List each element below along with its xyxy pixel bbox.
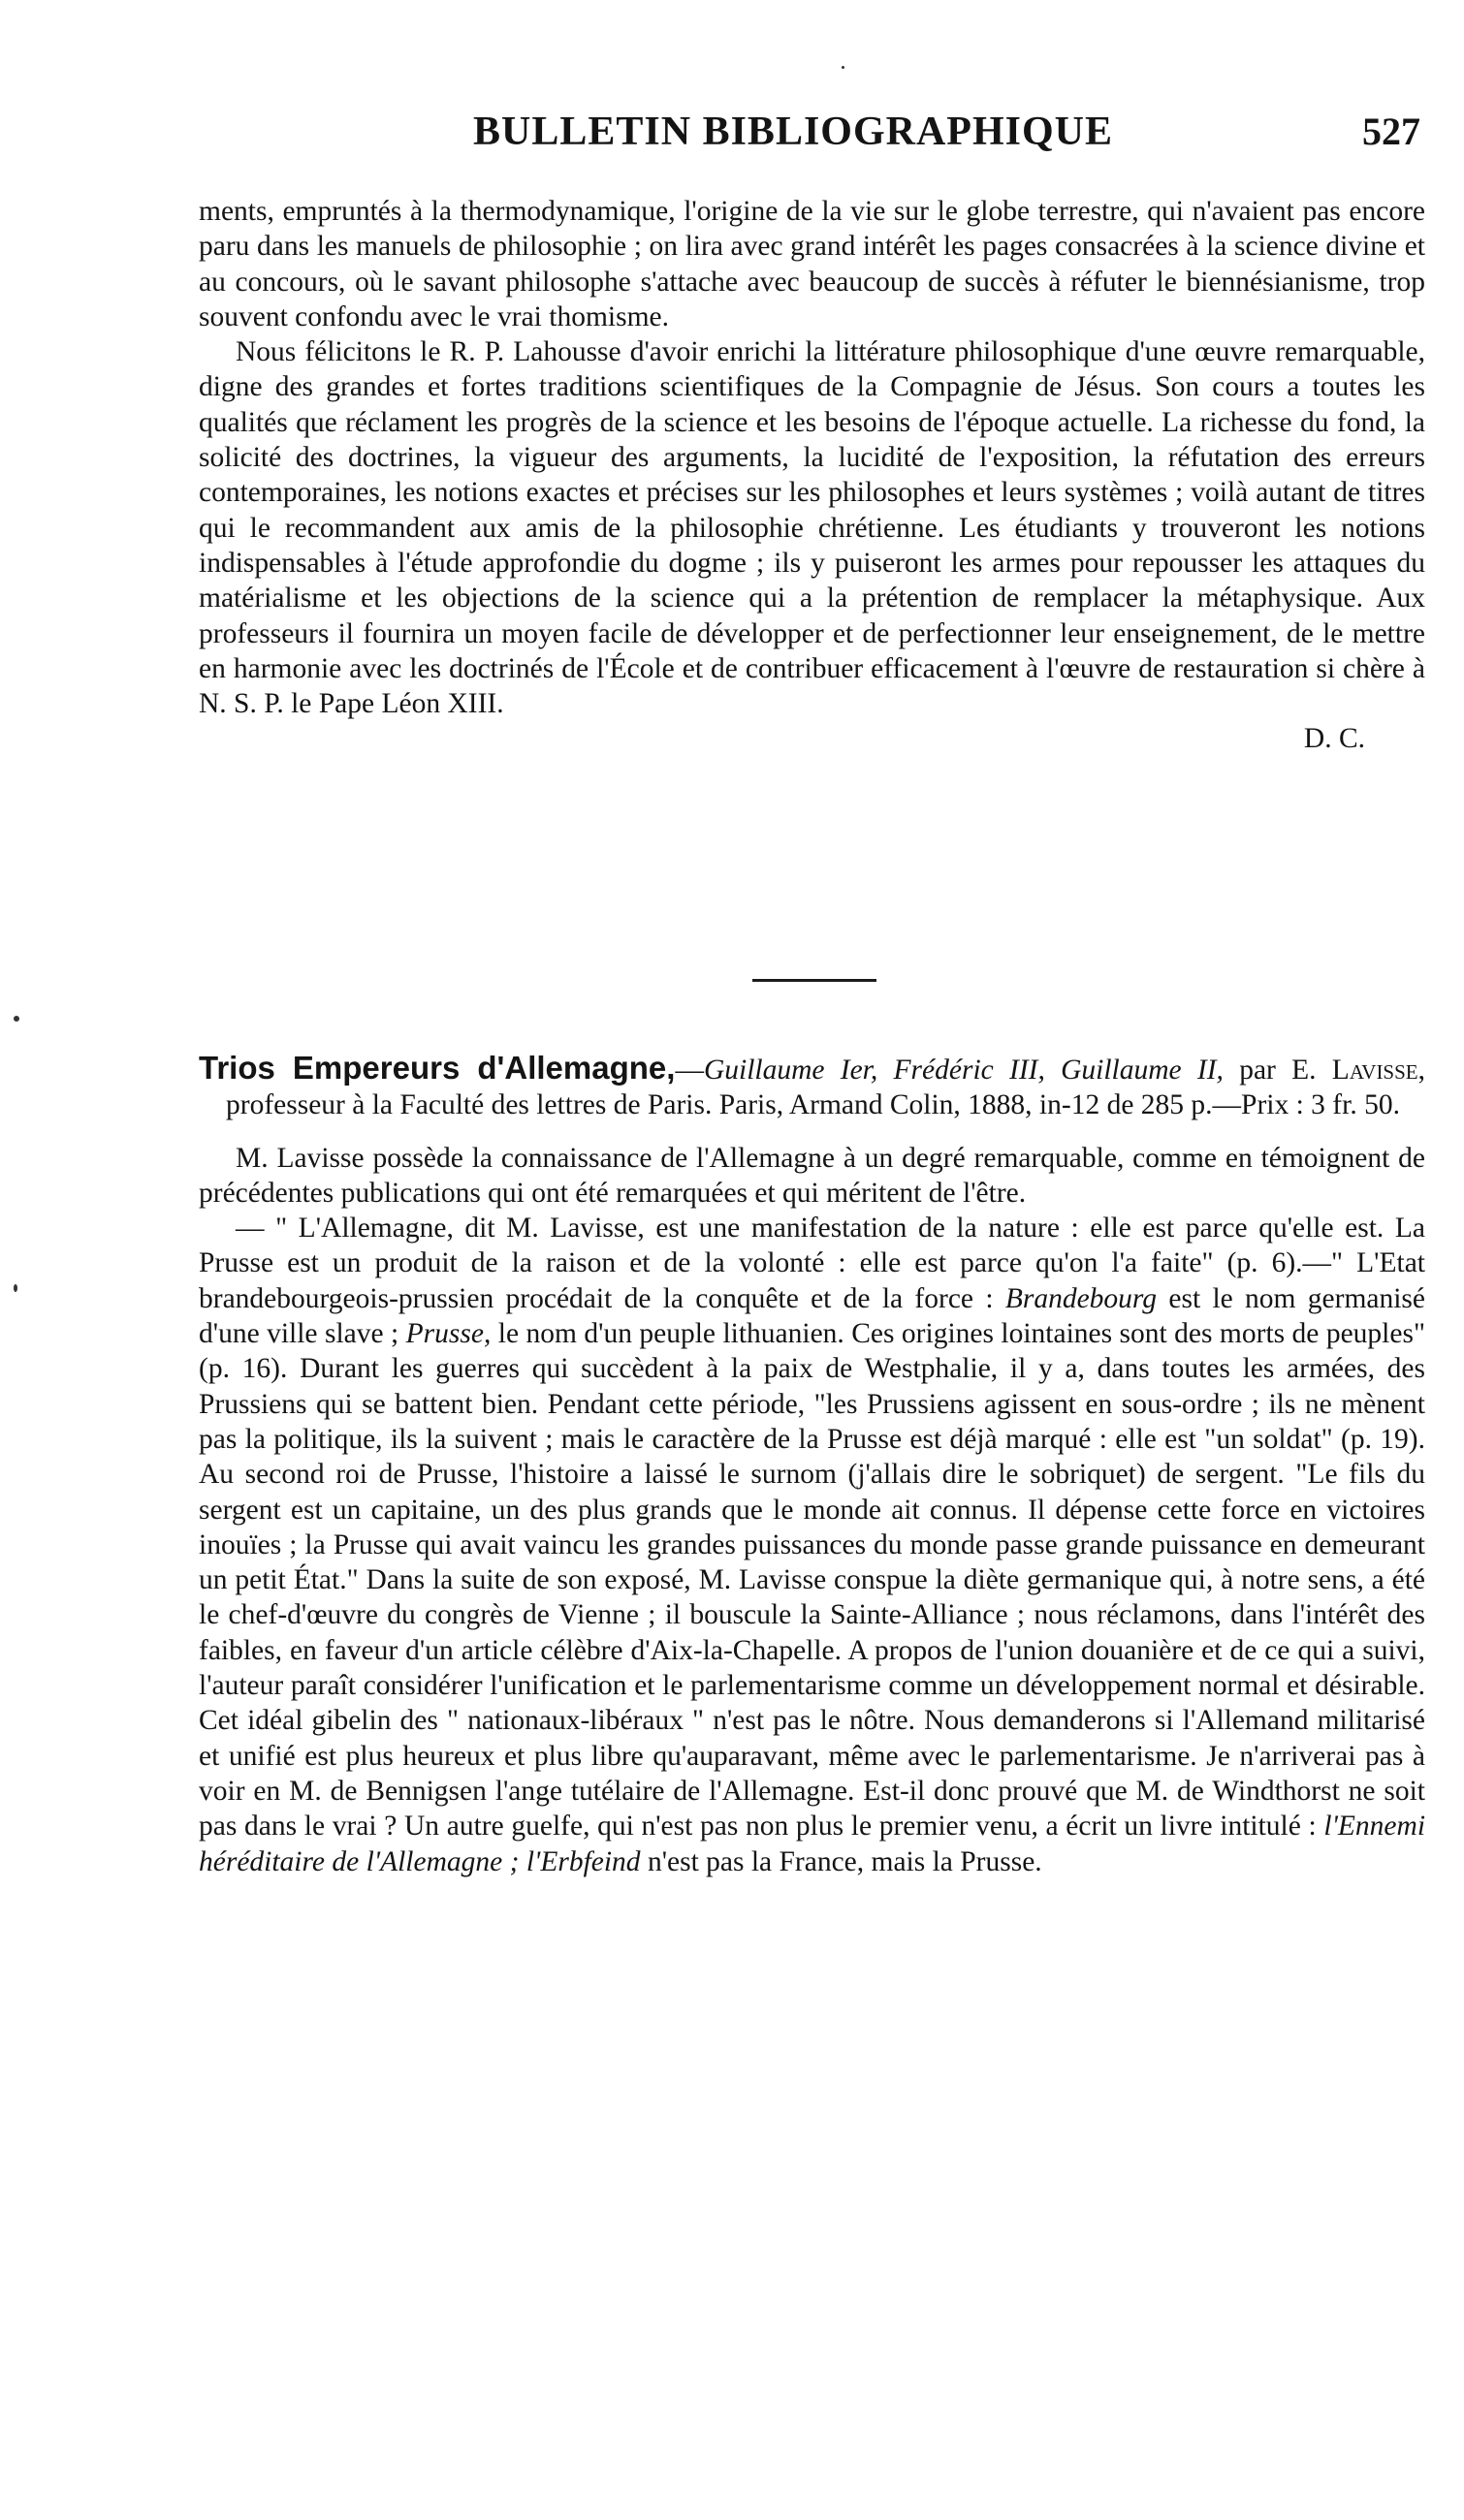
para2-part-d: n'est pas la France, mais la Prusse. xyxy=(640,1845,1042,1877)
running-head xyxy=(204,109,1420,167)
scan-speck xyxy=(842,66,844,69)
term-brandebourg: Brandebourg xyxy=(1004,1282,1158,1314)
page-number: 527 xyxy=(1362,110,1420,153)
review-two-paragraph-2 xyxy=(199,1211,1425,1879)
book-author: Lavisse xyxy=(1331,1055,1418,1086)
para2-part-a: — " L'Allemagne, dit M. Lavisse, est une manifestation de la nature : elle est parce qu'elle est. La Prusse est un produit de la raison et de la volonté : elle est parce qu'on l'a faite" (p. 6).—" L'Etat brandebourgeois-prussien procédait de la conquête et de la force : xyxy=(199,1213,1425,1314)
scan-speck xyxy=(14,1016,19,1022)
review-two xyxy=(199,1051,1425,1879)
para2-part-c: le nom d'un peuple lithuanien. Ces origines lointaines sont des morts de peuples" (p. 16). Durant les guerres qui succèdent à la paix de Westphalie, il y a, dans toutes les armées, des Prussiens qui se battent bien. Pendant cette période, "les Prussiens agissent en sous-ordre ; ils ne mènent pas la politique, ils la suivent ; mais le caractère de la Prusse est déjà marqué : elle est "un soldat" (p. 19). Au second roi de Prusse, l'histoire a laissé le surnom (j'allais dire le sobriquet) de sergent. "Le fils du sergent est un capitaine, un des plus grands que le monde ait connus. Il dépense cette force en victoires inouïes ; la Prusse qui avait vaincu les grandes puissances du monde passe grande puissance en demeurant un petit État." Dans la suite de son exposé, M. Lavisse conspue la diète germanique qui, à notre sens, a été le chef-d'œuvre du congrès de Vienne ; il bouscule la Sainte-Alliance ; nous réclamons, dans l'intérêt des faibles, en faveur d'un article célèbre d'Aix-la-Chapelle. A propos de l'union douanière et de ce qui a suivi, l'auteur paraît considérer l'unification et le parlementarisme comme un développement normal et désirable. Cet idéal gibelin des " nationaux-libéraux " n'est pas le nôtre. Nous demanderons si l'Allemand militarisé et unifié est plus heureux et plus libre qu'auparavant, même avec le parlementarisme. Je n'arriverai pas à voir en M. de Bennigsen l'ange tutélaire de l'Allemagne. Est-il donc prouvé que M. de Windthorst ne soit pas dans le vrai ? Un autre guelfe, qui n'est pas non plus le premier venu, a écrit un livre intitulé : xyxy=(199,1318,1425,1843)
review-one-paragraph-1: ments, empruntés à la thermodynamique, l'origine de la vie sur le globe terrestre, qui n'avaient pas encore paru dans les manuels de philosophie ; on lira avec grand intérêt les pages consacrées à la science divine et au concours, où le savant philosophe s'attache avec beaucoup de succès à réfuter le biennésianisme, trop souvent confondu avec le vrai thomisme. xyxy=(199,196,1425,332)
publication-details: , professeur à la Faculté des lettres de Paris. Paris, Armand Colin, 1888, in-12 de 285 p.—Prix : 3 fr. 50. xyxy=(226,1055,1425,1121)
review-one-signature: D. C. xyxy=(1303,723,1365,755)
book-title: Trios Empereurs d'Allemagne, xyxy=(199,1050,676,1086)
review-two-heading xyxy=(199,1051,1425,1123)
para2-part-b: est le nom germanisé d'une ville slave ; xyxy=(199,1282,1426,1350)
cited-book-title: l'Ennemi héréditaire de l'Allemagne ; xyxy=(199,1811,1426,1877)
title-dash: — xyxy=(675,1055,704,1086)
section-divider xyxy=(752,979,876,982)
review-one xyxy=(199,194,1425,757)
author-prefix: par E. xyxy=(1239,1055,1317,1086)
review-one-paragraph-2: Nous félicitons le R. P. Lahousse d'avoir enrichi la littérature philosophique d'une œuvre remarquable, digne des grandes et fortes traditions scientifiques de la Compagnie de Jésus. Son cours a toutes les qualités que réclament les progrès de la science et les besoins de l'époque actuelle. La richesse du fond, la solicité des doctrines, la vigueur des arguments, la lucidité de l'exposition, la réfutation des erreurs contemporaines, les notions exactes et précises sur les philosophes et leurs systèmes ; voilà autant de titres qui le recommandent aux amis de la philosophie chrétienne. Les étudiants y trouveront les notions indispensables à l'étude approfondie du dogme ; ils y puiseront les armes pour repousser les attaques du matérialisme et les objections de la science qui a la prétention de remplacer la métaphysique. Aux professeurs il fournira un moyen facile de développer et de perfectionner leur enseignement, de le mettre en harmonie avec les doctrinés de l'École et de contribuer efficacement à l'œuvre de restauration si chère à N. S. P. le Pape Léon XIII. xyxy=(199,336,1425,720)
book-subtitle: Guillaume Ier, Frédéric III, Guillaume II, xyxy=(703,1055,1224,1086)
scan-speck xyxy=(14,1284,17,1292)
running-head-title: BULLETIN BIBLIOGRAPHIQUE xyxy=(473,110,1113,154)
term-erbfeind: l'Erbfeind xyxy=(525,1845,641,1877)
review-two-paragraph-1: M. Lavisse possède la connaissance de l'Allemagne à un degré remarquable, comme en témoignent de précédentes publications qui ont été remarquées et qui méritent de l'être. xyxy=(199,1142,1425,1209)
term-prusse: Prusse, xyxy=(405,1318,492,1350)
